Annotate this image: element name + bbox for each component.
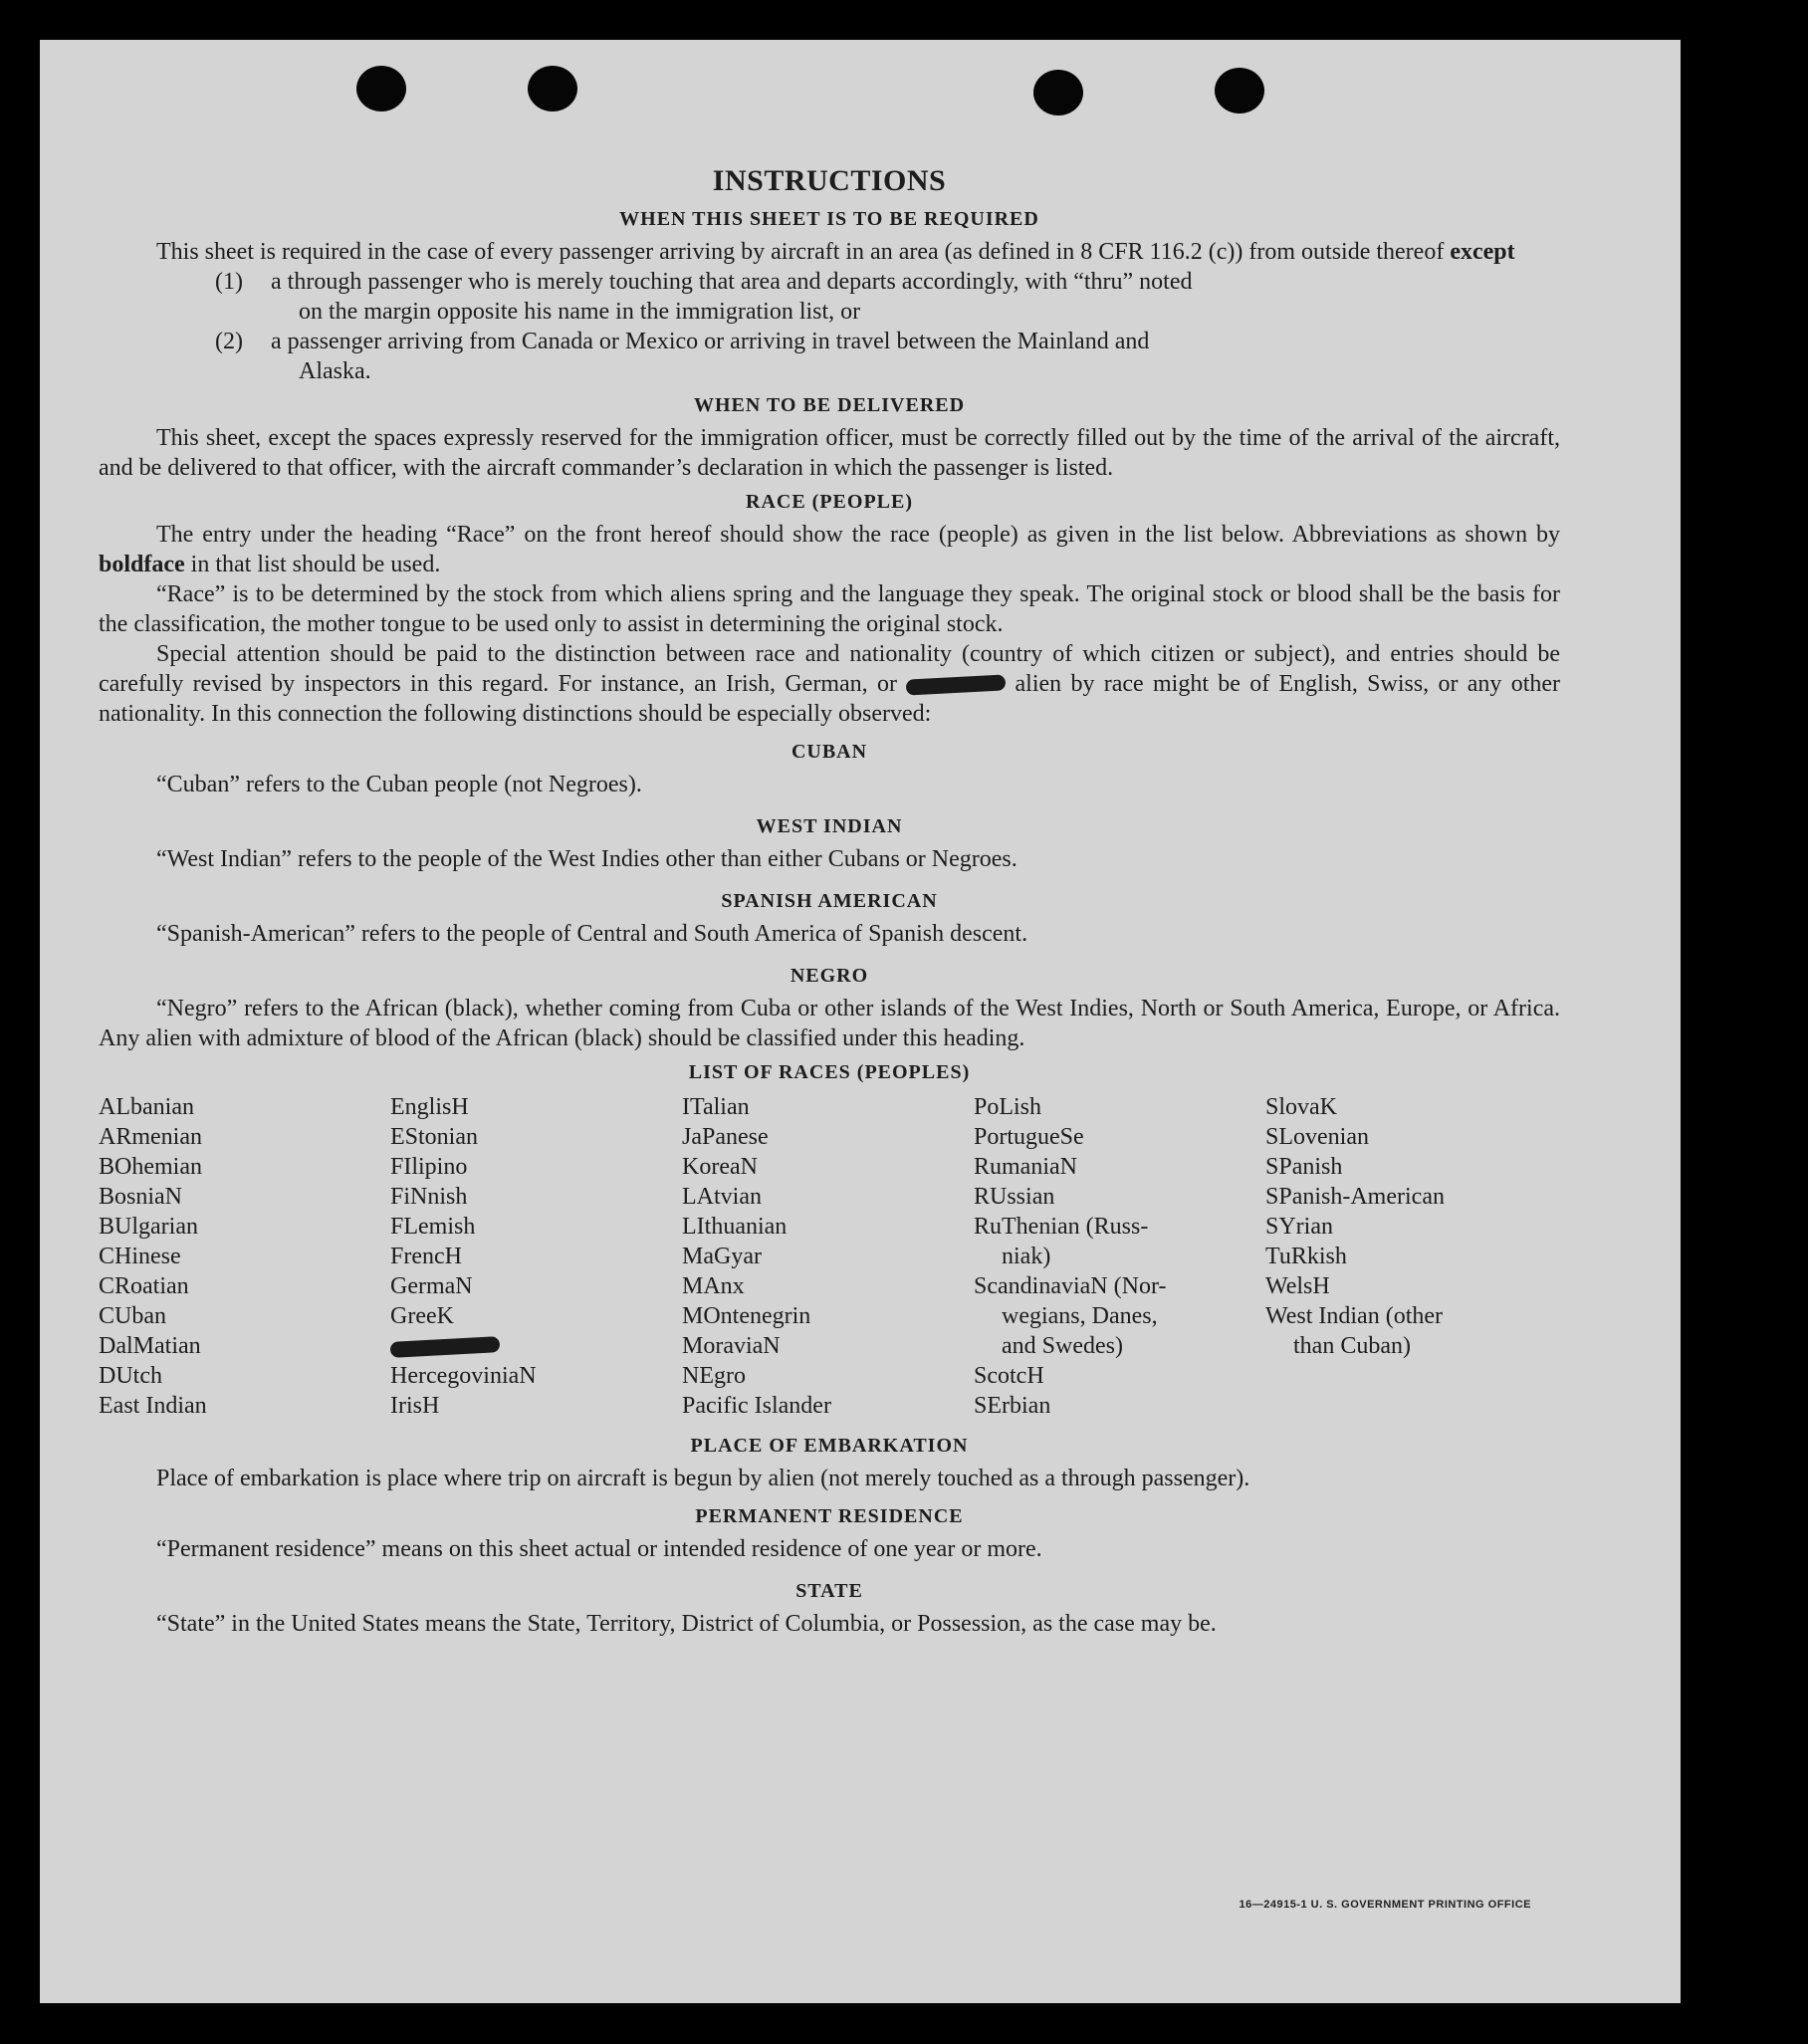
race-entry: CHinese [99,1244,181,1269]
race-entry: wegians, Danes, [1002,1303,1158,1329]
race-entry: GreeK [390,1303,454,1329]
section-heading-permanent-residence: PERMANENT RESIDENCE [695,1505,964,1527]
race-entry: PortugueSe [974,1124,1084,1150]
race-entry: RUssian [974,1184,1055,1210]
race-paragraph: The entry under the heading “Race” on the front hereof should show the race (people) as given in the list below. Abbreviations as shown by boldface in that list should be used. [99,522,1560,577]
race-entry: CUban [99,1303,166,1329]
race-entry: MOntenegrin [682,1303,811,1329]
exception-item: (2) a passenger arriving from Canada or Mexico or arriving in travel between the Mainland and Alaska. [215,329,1150,384]
race-entry: EStonian [390,1124,478,1150]
race-entry: EnglisH [390,1094,469,1120]
section-heading-when-delivered: WHEN TO BE DELIVERED [693,394,966,416]
race-entry: DUtch [99,1363,162,1389]
race-entry: MAnx [682,1273,745,1299]
race-entry: KoreaN [682,1154,758,1180]
cuban-text: “Cuban” refers to the Cuban people (not Negroes). [156,772,642,797]
race-entry: SPanish [1265,1154,1343,1180]
race-entry: CRoatian [99,1273,189,1299]
page-title: INSTRUCTIONS [712,164,947,197]
race-entry: BUlgarian [99,1214,198,1240]
race-entry: MaGyar [682,1244,762,1269]
race-paragraph: “Race” is to be determined by the stock from which aliens spring and the language they speak. The original stock or blood shall be the basis for the classification, the mother tongue to be used only to assist in determining the original stock. [99,581,1560,637]
races-column [99,1092,390,1421]
race-entry: WelsH [1265,1273,1330,1299]
race-entry: GermaN [390,1273,473,1299]
race-entry: SYrian [1265,1214,1333,1240]
punch-hole [528,66,577,112]
state-text: “State” in the United States means the State, Territory, District of Columbia, or Possession, as the case may be. [156,1611,1217,1637]
races-list [99,1092,1560,1421]
race-entry: ALbanian [99,1094,194,1120]
race-entry: BOhemian [99,1154,202,1180]
race-entry: NEgro [682,1363,746,1389]
race-entry: LAtvian [682,1184,762,1210]
race-entry: ScandinaviaN (Nor- [974,1273,1167,1299]
section-heading-negro: NEGRO [790,965,869,987]
section-heading-when-required: WHEN THIS SHEET IS TO BE REQUIRED [619,208,1039,230]
race-entry: IrisH [390,1393,440,1419]
section-heading-state: STATE [795,1580,863,1602]
races-column [974,1092,1265,1421]
when-required-text: This sheet is required in the case of every passenger arriving by aircraft in an area (as defined in 8 CFR 116.2 (c)) from outside thereof except [156,239,1515,265]
printing-office-code: 16—24915-1 U. S. GOVERNMENT PRINTING OFFICE [1239,1899,1531,1911]
race-entry: Pacific Islander [682,1393,831,1419]
section-heading-west-indian: WEST INDIAN [756,815,903,837]
race-entry: West Indian (other [1265,1303,1444,1329]
spanish-american-text: “Spanish-American” refers to the people of Central and South America of Spanish descent. [156,921,1028,947]
punch-hole [356,66,406,112]
redaction-mark [390,1337,501,1359]
negro-text: “Negro” refers to the African (black), whether coming from Cuba or other islands of the West Indies, North or South America, Europe, or Africa. Any alien with admixture of blood of the African (black) should be classified under this heading. [99,996,1560,1051]
race-entry: SPanish-American [1265,1184,1445,1210]
when-delivered-text: This sheet, except the spaces expressly reserved for the immigration officer, must be correctly filled out by the time of the arrival of the aircraft, and be delivered to that officer, with the aircraft commander’s declaration in which the passenger is listed. [99,425,1560,481]
race-entry: RuThenian (Russ- [974,1214,1149,1240]
race-entry: FrencH [390,1244,462,1269]
race-entry: TuRkish [1265,1244,1347,1269]
section-heading-cuban: CUBAN [791,741,868,763]
race-entry: ARmenian [99,1124,202,1150]
exception-item: (1) a through passenger who is merely touching that area and departs accordingly, with “thru” noted on the margin opposite his name in the immigration list, or [215,269,1193,325]
punch-hole [1215,68,1264,114]
race-entry: LIthuanian [682,1214,788,1240]
race-entry: SLovenian [1265,1124,1369,1150]
residence-text: “Permanent residence” means on this sheet actual or intended residence of one year or more. [156,1536,1042,1562]
races-column [1265,1092,1560,1421]
race-entry: FiNnish [390,1184,468,1210]
punch-hole [1033,70,1083,115]
section-heading-embarkation: PLACE OF EMBARKATION [690,1435,969,1457]
race-paragraph: Special attention should be paid to the distinction between race and nationality (country of which citizen or subject), and entries should be carefully revised by inspectors in this regard. For instance, an Irish, German, or alien by race might be of English, Swiss, or any other nationality. In this connection the following distinctions should be especially observed: [99,641,1561,727]
race-entry: than Cuban) [1293,1333,1411,1359]
race-entry: HercegoviniaN [390,1363,537,1389]
west-indian-text: “West Indian” refers to the people of the West Indies other than either Cubans or Negroes. [156,846,1017,872]
redaction-mark [906,675,1007,696]
section-heading-race: RACE (PEOPLE) [746,491,913,513]
race-entry: ITalian [682,1094,750,1120]
race-entry: BosniaN [99,1184,182,1210]
race-entry: RumaniaN [974,1154,1077,1180]
embarkation-text: Place of embarkation is place where trip on aircraft is begun by alien (not merely touched as a through passenger). [156,1466,1250,1491]
race-entry: PoLish [974,1094,1042,1120]
section-heading-spanish-american: SPANISH AMERICAN [721,890,938,912]
race-entry: DalMatian [99,1333,201,1359]
instructions-content [99,164,1560,1639]
race-entry: JaPanese [682,1124,769,1150]
races-column [390,1092,682,1421]
race-entry-redacted [390,1331,682,1361]
race-entry: MoraviaN [682,1333,781,1359]
race-entry: FLemish [390,1214,476,1240]
race-entry: ScotcH [974,1363,1044,1389]
race-entry: East Indian [99,1393,207,1419]
race-entry: niak) [1002,1244,1051,1269]
section-heading-races-list: LIST OF RACES (PEOPLES) [688,1061,971,1083]
races-column [682,1092,974,1421]
race-entry: FIlipino [390,1154,468,1180]
race-entry: SlovaK [1265,1094,1337,1120]
race-entry: SErbian [974,1393,1051,1419]
document-page [40,40,1681,2003]
race-entry: and Swedes) [1002,1333,1123,1359]
